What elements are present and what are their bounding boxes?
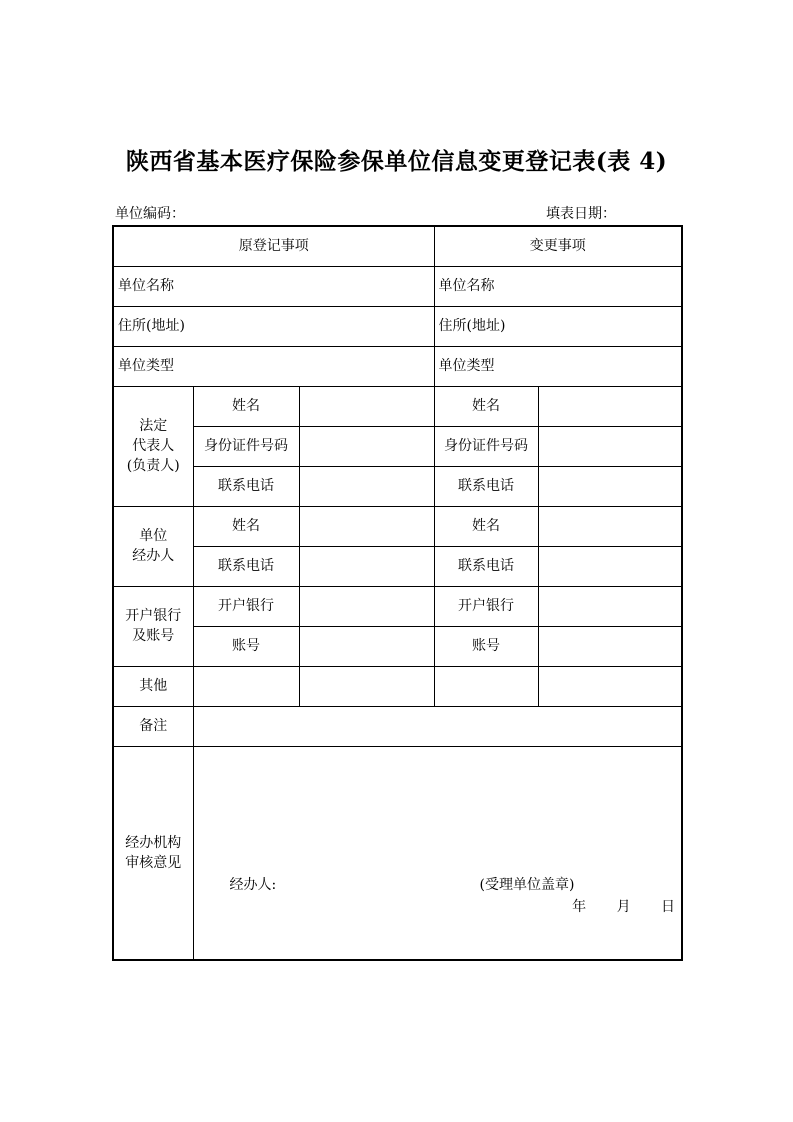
address-row xyxy=(113,306,682,346)
address-original[interactable]: 住所(地址) xyxy=(113,306,434,346)
handler-group-label xyxy=(113,506,193,586)
handler-name-original-value[interactable] xyxy=(299,506,434,546)
handler-phone-label: 联系电话 xyxy=(193,546,299,586)
review-label-line1: 经办机构 xyxy=(125,834,182,851)
bank-account-row xyxy=(113,626,682,666)
unit-type-original[interactable]: 单位类型 xyxy=(113,346,434,386)
remarks-value[interactable] xyxy=(193,706,682,746)
header-row xyxy=(113,226,682,266)
legal-rep-phone-row xyxy=(113,466,682,506)
legal-rep-id-changed-value[interactable] xyxy=(538,426,682,466)
legal-rep-label-line2: 代表人 xyxy=(132,438,175,454)
handler-name-label-changed: 姓名 xyxy=(434,506,538,546)
legal-rep-name-row xyxy=(113,386,682,426)
legal-rep-id-label: 身份证件号码 xyxy=(193,426,299,466)
original-items-header: 原登记事项 xyxy=(113,226,434,266)
unit-name-changed[interactable]: 单位名称 xyxy=(434,266,682,306)
unit-type-changed[interactable]: 单位类型 xyxy=(434,346,682,386)
handler-phone-original-value[interactable] xyxy=(299,546,434,586)
review-row xyxy=(113,746,682,960)
handler-label-line2: 经办人 xyxy=(132,548,175,564)
unit-code-label: 单位编码： xyxy=(115,206,185,222)
unit-name-original[interactable]: 单位名称 xyxy=(113,266,434,306)
bank-name-label-changed: 开户银行 xyxy=(434,586,538,626)
review-seal-label: (受理单位盖章) xyxy=(479,876,575,893)
address-changed[interactable]: 住所(地址) xyxy=(434,306,682,346)
bank-name-row xyxy=(113,586,682,626)
review-label xyxy=(113,746,193,960)
bank-label-line2: 及账号 xyxy=(132,628,175,644)
changed-items-header: 变更事项 xyxy=(434,226,682,266)
legal-rep-name-original-value[interactable] xyxy=(299,386,434,426)
legal-rep-phone-changed-value[interactable] xyxy=(538,466,682,506)
bank-name-original-value[interactable] xyxy=(299,586,434,626)
handler-name-changed-value[interactable] xyxy=(538,506,682,546)
bank-account-label: 账号 xyxy=(193,626,299,666)
bank-account-original-value[interactable] xyxy=(299,626,434,666)
other-original-2[interactable] xyxy=(299,666,434,706)
legal-rep-name-label-changed: 姓名 xyxy=(434,386,538,426)
fill-date-label: 填表日期： xyxy=(546,206,616,222)
handler-phone-changed-value[interactable] xyxy=(538,546,682,586)
other-changed-2[interactable] xyxy=(538,666,682,706)
legal-rep-phone-original-value[interactable] xyxy=(299,466,434,506)
bank-name-changed-value[interactable] xyxy=(538,586,682,626)
handler-label-line1: 单位 xyxy=(139,528,168,544)
legal-rep-group-label xyxy=(113,386,193,506)
bank-label-line1: 开户银行 xyxy=(125,608,182,624)
other-label: 其他 xyxy=(113,666,193,706)
review-label-line2: 审核意见 xyxy=(125,854,182,871)
unit-type-row xyxy=(113,346,682,386)
legal-rep-label-line1: 法定 xyxy=(139,418,168,434)
unit-name-row xyxy=(113,266,682,306)
bank-account-changed-value[interactable] xyxy=(538,626,682,666)
legal-rep-id-original-value[interactable] xyxy=(299,426,434,466)
legal-rep-phone-label-changed: 联系电话 xyxy=(434,466,538,506)
form-title: 陕西省基本医疗保险参保单位信息变更登记表(表 4) xyxy=(125,148,668,175)
review-opinion-area[interactable] xyxy=(193,746,682,960)
bank-name-label: 开户银行 xyxy=(193,586,299,626)
legal-rep-phone-label: 联系电话 xyxy=(193,466,299,506)
handler-phone-label-changed: 联系电话 xyxy=(434,546,538,586)
review-handler-label: 经办人: xyxy=(229,876,277,893)
handler-name-row xyxy=(113,506,682,546)
handler-name-label: 姓名 xyxy=(193,506,299,546)
legal-rep-name-changed-value[interactable] xyxy=(538,386,682,426)
legal-rep-id-row xyxy=(113,426,682,466)
review-date xyxy=(546,897,675,917)
other-changed-1[interactable] xyxy=(434,666,538,706)
review-month: 月 xyxy=(616,898,631,915)
legal-rep-id-label-changed: 身份证件号码 xyxy=(434,426,538,466)
other-row xyxy=(113,666,682,706)
review-day: 日 xyxy=(661,898,676,915)
registration-table xyxy=(112,225,683,961)
remarks-label: 备注 xyxy=(113,706,193,746)
review-year: 年 xyxy=(572,898,587,915)
bank-account-label-changed: 账号 xyxy=(434,626,538,666)
remarks-row xyxy=(113,706,682,746)
legal-rep-label-line3: (负责人) xyxy=(126,458,180,474)
other-original-1[interactable] xyxy=(193,666,299,706)
handler-phone-row xyxy=(113,546,682,586)
legal-rep-name-label: 姓名 xyxy=(193,386,299,426)
bank-group-label xyxy=(113,586,193,666)
